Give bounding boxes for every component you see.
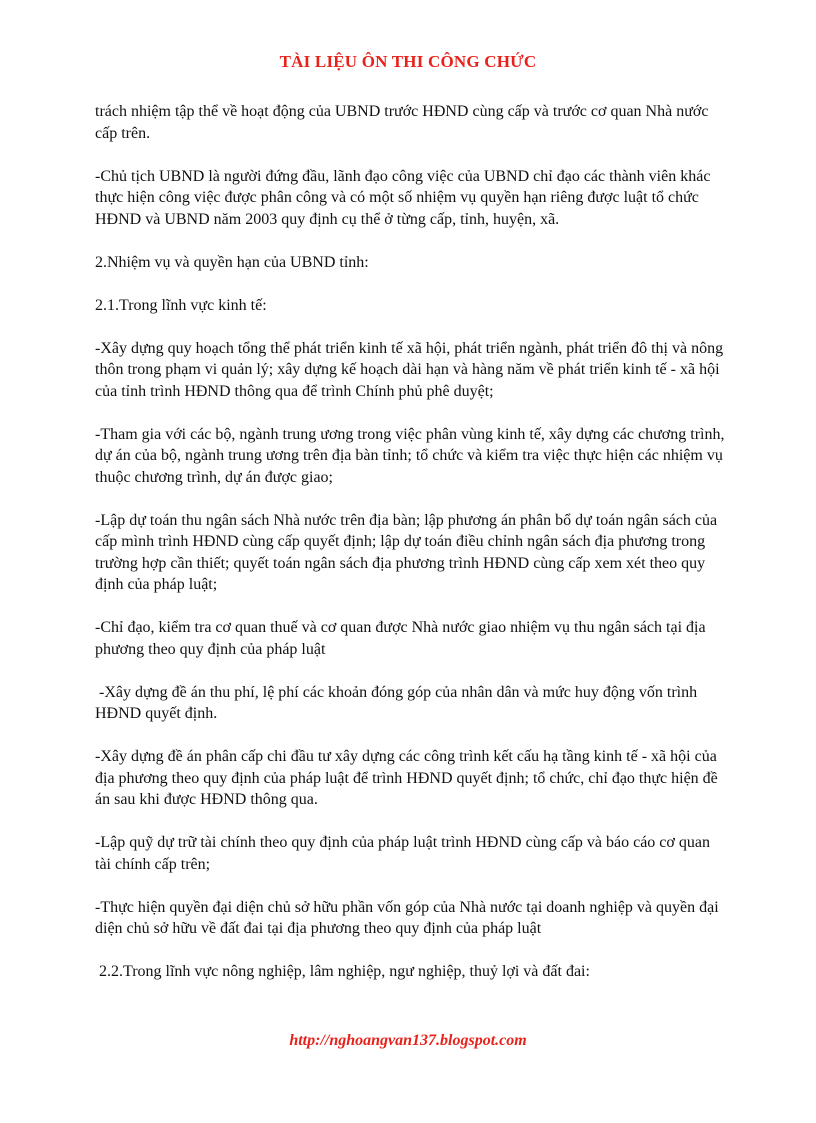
paragraph-8: -Xây dựng đề án phân cấp chi đầu tư xây dựng các công trình kết cấu hạ tầng kinh tế - xã hội của địa phương theo quy định của pháp luật để trình HĐND quyết định; tổ chức, chỉ đạo thực hiện đề án sau khi được HĐND thông qua. bbox=[95, 748, 718, 808]
document-body bbox=[95, 101, 727, 1004]
page-title: TÀI LIỆU ÔN THI CÔNG CHỨC bbox=[279, 52, 537, 71]
subsection-heading-2-2: 2.2.Trong lĩnh vực nông nghiệp, lâm nghiệp, ngư nghiệp, thuỷ lợi và đất đai: bbox=[95, 963, 590, 980]
paragraph-6: -Chỉ đạo, kiểm tra cơ quan thuế và cơ quan được Nhà nước giao nhiệm vụ thu ngân sách tại địa phương theo quy định của pháp luật bbox=[95, 619, 706, 658]
paragraph-5: -Lập dự toán thu ngân sách Nhà nước trên địa bàn; lập phương án phân bổ dự toán ngân sách của cấp mình trình HĐND cùng cấp quyết định; lập dự toán điều chỉnh ngân sách địa phương trong trường hợp cần thiết; quyết toán ngân sách địa phương trình HĐND cùng cấp xem xét theo quy định của pháp luật; bbox=[95, 511, 718, 593]
paragraph-9: -Lập quỹ dự trữ tài chính theo quy định của pháp luật trình HĐND cùng cấp và báo cáo cơ quan tài chính cấp trên; bbox=[95, 834, 710, 873]
paragraph-1: trách nhiệm tập thể về hoạt động của UBND trước HĐND cùng cấp và trước cơ quan Nhà nước cấp trên. bbox=[95, 103, 709, 142]
paragraph-2: -Chủ tịch UBND là người đứng đầu, lãnh đạo công việc của UBND chỉ đạo các thành viên khác thực hiện công việc được phân công và có một số nhiệm vụ quyền hạn riêng được luật tổ chức HĐND và UBND năm 2003 quy định cụ thể ở từng cấp, tỉnh, huyện, xã. bbox=[95, 167, 711, 228]
paragraph-7: -Xây dựng đề án thu phí, lệ phí các khoản đóng góp của nhân dân và mức huy động vốn trình HĐND quyết định. bbox=[95, 683, 702, 722]
paragraph-4: -Tham gia với các bộ, ngành trung ương trong việc phân vùng kinh tế, xây dựng các chương trình, dự án của bộ, ngành trung ương trên địa bàn tỉnh; tổ chức và kiểm tra việc thực hiện các nhiệm vụ thuộc chương trình, dự án được giao; bbox=[95, 425, 725, 486]
section-heading-2: 2.Nhiệm vụ và quyền hạn của UBND tỉnh: bbox=[95, 253, 369, 271]
paragraph-10: -Thực hiện quyền đại diện chủ sở hữu phần vốn góp của Nhà nước tại doanh nghiệp và quyền đại diện chủ sở hữu về đất đai tại địa phương theo quy định của pháp luật bbox=[95, 898, 719, 937]
subsection-heading-2-1: 2.1.Trong lĩnh vực kinh tế: bbox=[95, 296, 267, 314]
footer-url: http://nghoangvan137.blogspot.com bbox=[289, 1032, 527, 1049]
paragraph-3: -Xây dựng quy hoạch tổng thể phát triển kinh tế xã hội, phát triển ngành, phát triển đô thị và nông thôn trong phạm vi quản lý; xây dựng kế hoạch dài hạn và hàng năm về phát triển kinh tế - xã hội của tỉnh trình HĐND thông qua để trình Chính phủ phê duyệt; bbox=[95, 339, 724, 400]
